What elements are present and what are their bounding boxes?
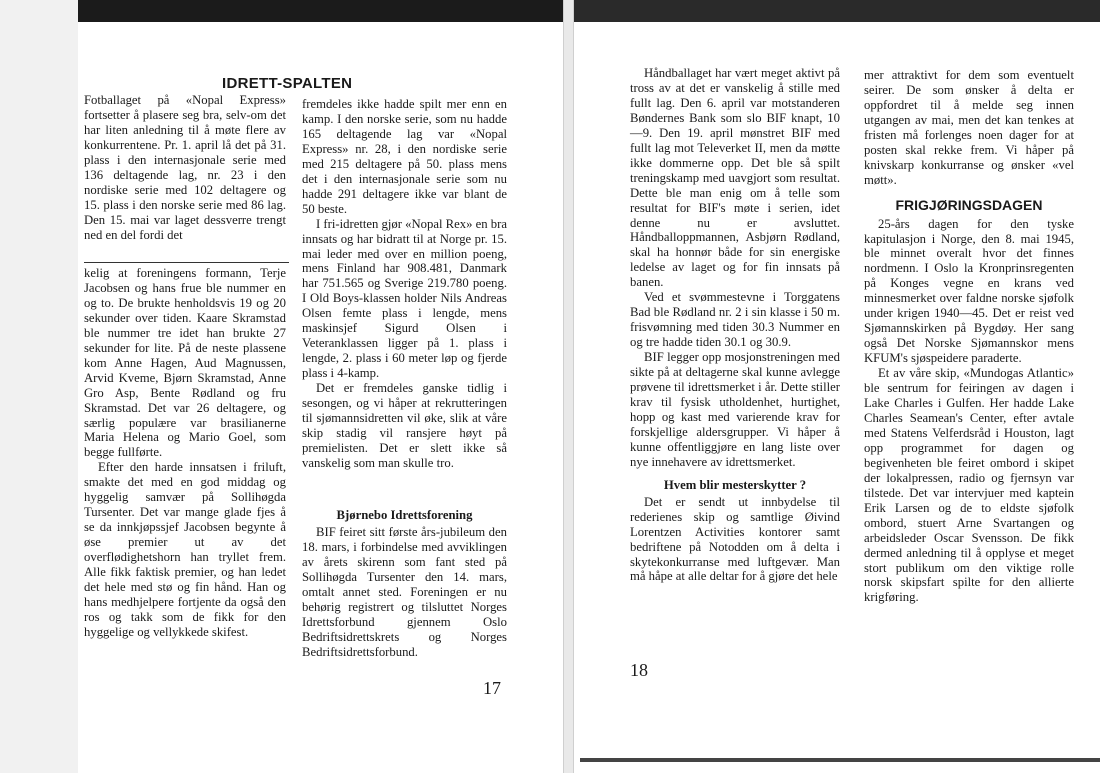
left-col2-bottom	[302, 500, 507, 660]
paragraph: 25-års dagen for den tyske kapitulasjon i Norge, den 8. mai 1945, ble minnet overalt hvor det finnes nordmenn. I Oslo la Kronprinsregenten på Konges vegne en krans ved minnesmerket over faldne norske sjøfolk under krigen 1940—45. Det er reist ved Sjømannskirken på Bygdøy. Her sang også Det Norske Sjømannskor mens KFUM's sjøspeidere paraderte.	[864, 216, 1074, 366]
left-page-edge	[0, 0, 78, 773]
left-col2-top	[302, 97, 507, 471]
bottom-edge-line	[580, 758, 1100, 762]
column-rule	[84, 262, 289, 263]
paragraph: I fri-idretten gjør «Nopal Rex» en bra innsats og har bidratt til at Norge pr. 15. mai leder med over en million poeng, mens Finland har 908.481, Danmark har 751.565 og Sverige 219.780 poeng. I Old Boys-klassen holder Nils Andreas Olsen femte plass i lengde, mens maskinsjef Sigurd Olsen i Veteranklassen ligger på 1. plass i lengde, 2. plass i 60 meter løp og fjerde plass i 4-kamp.	[302, 216, 507, 381]
paragraph: Det er fremdeles ganske tidlig i sesongen, og vi håper at rekrutteringen til sjømannsidretten vil øke, slik at våre skip stadig vil ransjere høyt på premielisten. Det er slett ikke så vanskelig som man skulle tro.	[302, 381, 507, 470]
left-col1-top	[84, 93, 286, 243]
right-col1	[630, 66, 840, 584]
paragraph: Efter den harde innsatsen i friluft, smakte det med en god middag og hyggelig samvær på Sollihøgda Tursenter. Det var mange glade fjes å se da innkjøpssjef Jacobsen begynte å øse premier ut av det overflødighetshorn han tryllet frem. Alle fikk faktisk premier, og han ledet det hele med stø og fin hånd. Han og hans medhjelpere fortjente da også den ros og takk som de fikk for den hyggelige og vellykkede skifest.	[84, 460, 286, 639]
right-col2	[864, 68, 1074, 605]
top-shadow-right	[572, 0, 1100, 22]
page-number-left: 17	[483, 678, 501, 698]
section-heading: IDRETT-SPALTEN	[222, 75, 353, 92]
subhead-frigjoringsdagen: FRIGJØRINGSDAGEN	[895, 196, 1043, 213]
paragraph: BIF legger opp mosjonstreningen med sikte på at deltagerne skal kunne avlegge prøvene til idrettsmerket i år. Dette stiller krav til fysisk utholdenhet, hurtighet, hopp og kast med varierende krav for forskjellige aldersgrupper. Vi håper å kunne offentliggjøre en lang liste over nye innehavere av idrettsmerket.	[630, 350, 840, 469]
paragraph: Et av våre skip, «Mundogas Atlantic» ble sentrum for feiringen av dagen i Lake Charles i Gulfen. Her hadde Lake Charles Seamean's Center, efter avtale med Statens Velferdsråd i Houston, lagt opp programmet for dagen og begivenheten ble feiret ombord i skipet der lokalpressen, radio og fjernsyn var tilstede. Det var intervjuer med kaptein Erik Larsen og de to eldste sjøfolk ombord, stuert Arne Svartangen og arbeidsleder Oscar Svensson. De fikk dermed anledning til å opplyse et meget stort publikum om den viktige rolle norsk skipsfart spilte for den allierte krigføring.	[864, 366, 1074, 605]
paragraph: fremdeles ikke hadde spilt mer enn en kamp. I den norske serie, som nu hadde 165 deltagende lag var «Nopal Express» nr. 28, i den nordiske serie med 215 deltagere på 50. plass mens det i den internasjonale serie som nu hadde 291 deltagere ikke var blant de 50 beste.	[302, 97, 507, 216]
page-gutter	[563, 0, 574, 773]
subhead-mesterskytter: Hvem blir mesterskytter ?	[663, 477, 807, 492]
left-col1-bottom	[84, 266, 286, 640]
paragraph: Ved et svømmestevne i Torggatens Bad ble Rødland nr. 2 i sin klasse i 50 m. frisvømning med tiden 30.3 Nummer en og tre hadde tiden 30.1 og 30.9.	[630, 290, 840, 350]
paragraph: Det er sendt ut innbydelse til rederienes skip og samtlige Øivind Lorentzen Activities kontorer samt bedriftene på Notodden om å delta i skytekonkurranse med luftgevær. Man må håpe at alle deltar for å gjøre det hele	[630, 494, 840, 584]
paragraph: kelig at foreningens formann, Terje Jacobsen og hans frue ble nummer en og to. De brukte henholdsvis 19 og 20 sekunder over tiden. Kaare Skramstad ble nummer tre idet han brukte 27 sekunder for lite. På de neste plassene kom Anne Hagen, Aud Magnussen, Arvid Kveme, Bjørn Skramstad, Anne Gro Asp, Bente Rødland og fru Skramstad. Det var 26 deltagere, og særlig populære var brasilianerne Maria Helena og Mario Goel, som begge fullførte.	[84, 266, 286, 460]
paragraph: mer attraktivt for dem som eventuelt seirer. De som ønsker å delta er oppfordret til å melde seg innen utgangen av mai, men det kan tenkes at fristen må forlenges noen dager for at posten skal rekke frem. Vi håper på knivskarp konkurranse og ønsker «vel møtt».	[864, 68, 1074, 187]
top-shadow-left	[0, 0, 563, 22]
paragraph: Håndballaget har vært meget aktivt på tross av at det er vanskelig å stille med fullt lag. Den 6. april var motstanderen Bøndernes Bank som slo BIF knapt, 10—9. Den 19. april mønstret BIF med fullt lag mot Televerket II, men da møtte ikke dommerne opp. Det ble så spilt treningskamp med uavgjort som resultat. Dette ble man enig om å telle som resultat for BIF's møte i serien, idet denne nu er avsluttet. Håndballoppmannen, Asbjørn Rødland, skal ha honnør både for sin energiske ledelse av laget og for fin innsats på banen.	[630, 66, 840, 290]
paragraph: Fotballaget på «Nopal Express» fortsetter å plasere seg bra, selv-om det har liten anledning til å møte flere av konkurrentene. Pr. 1. april lå det på 31. plass i den internasjonale serie med 136 deltagende lag, nr. 23 i den nordiske serie med 102 deltagere og 15. plass i den norske serie med 86 lag. Den 15. mai var laget dessverre trengt ned en del fordi det	[84, 93, 286, 242]
subhead-bjornebo: Bjørnebo Idrettsforening	[336, 508, 473, 522]
paragraph: BIF feiret sitt første års-jubileum den 18. mars, i forbindelse med avviklingen av årets skirenn som fant sted på Sollihøgda Tursenter den 14. mars, omtalt annet sted. Foreningen er nu behørig registrert og tilsluttet Norges Idrettsforbund gjennem Oslo Bedriftsidrettskrets og Norges Bedriftsidrettsforbund.	[302, 524, 507, 659]
page-number-right: 18	[630, 660, 648, 680]
